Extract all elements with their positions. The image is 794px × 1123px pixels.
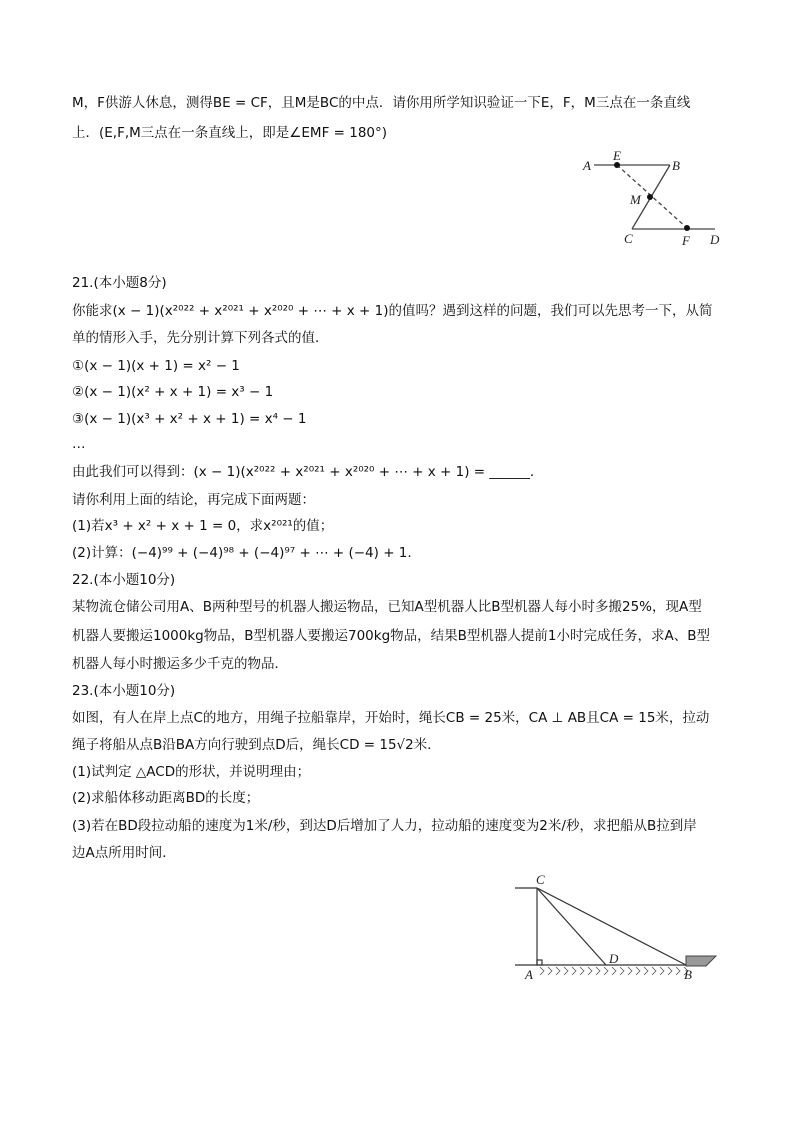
label-a: A xyxy=(583,158,591,173)
text-line: 你能求(x − 1)(x²⁰²² + x²⁰²¹ + x²⁰²⁰ + ⋯ + x + 1)的值吗？遇到这样的问题，我们可以先思考一下，从简 xyxy=(72,303,713,319)
text-line: 机器人要搬运1000kg物品，B型机器人要搬运700kg物品，结果B型机器人提前1小时完成任务，求A、B型 xyxy=(72,628,711,644)
label-a2: A xyxy=(525,967,533,982)
text-line: 上．(E,F,M三点在一条直线上，即是∠EMF = 180°) xyxy=(72,125,388,141)
label-d2: D xyxy=(609,951,619,966)
question-heading: 22.(本小题10分) xyxy=(72,572,176,588)
label-d: D xyxy=(710,232,720,247)
text-line: (1)试判定 △ACD的形状，并说明理由； xyxy=(72,764,311,780)
text-line: (2)求船体移动距离BD的长度； xyxy=(72,790,260,806)
text-line: 机器人每小时搬运多少千克的物品． xyxy=(72,656,288,672)
text-line: (2)计算：(−4)⁹⁹ + (−4)⁹⁸ + (−4)⁹⁷ + ⋯ + (−4) + 1. xyxy=(72,545,412,561)
label-e: E xyxy=(613,148,621,163)
text-line: (1)若x³ + x² + x + 1 = 0，求x²⁰²¹的值； xyxy=(72,518,334,534)
text-line: ②(x − 1)(x² + x + 1) = x³ − 1 xyxy=(72,384,274,400)
label-c2: C xyxy=(536,872,545,887)
question-heading: 23.(本小题10分) xyxy=(72,683,176,699)
text-line: … xyxy=(72,436,86,452)
text-line: 请你利用上面的结论，再完成下面两题： xyxy=(72,492,315,508)
point-m xyxy=(647,194,653,200)
label-b: B xyxy=(672,158,680,173)
text-line: 由此我们可以得到：(x − 1)(x²⁰²² + x²⁰²¹ + x²⁰²⁰ + ⋯ + x + 1) = ______． xyxy=(72,464,544,480)
text-line: (3)若在BD段拉动船的速度为1米/秒，到达D后增加了人力，拉动船的速度变为2米/秒，求把船从B拉到岸 xyxy=(72,818,697,834)
boat xyxy=(686,956,716,966)
text-line: ①(x − 1)(x + 1) = x² − 1 xyxy=(72,358,240,374)
text-line: 如图，有人在岸上点C的地方，用绳子拉船靠岸，开始时，绳长CB = 25米，CA ⊥ AB且CA = 15米，拉动 xyxy=(72,710,710,726)
text-line: M，F供游人休息，测得BE = CF，且M是BC的中点．请你用所学知识验证一下E，F，M三点在一条直线 xyxy=(72,95,691,111)
ground-hatching xyxy=(540,967,688,975)
point-f xyxy=(684,225,690,231)
text-line: 某物流仓储公司用A、B两种型号的机器人搬运物品，已知A型机器人比B型机器人每小时多搬25%，现A型 xyxy=(72,599,702,615)
text-line: 绳子将船从点B沿BA方向行驶到点D后，绳长CD = 15√2米． xyxy=(72,737,441,753)
text-line: 边A点所用时间． xyxy=(72,845,176,861)
question-heading: 21.(本小题8分) xyxy=(72,275,167,291)
text-line: ③(x − 1)(x³ + x² + x + 1) = x⁴ − 1 xyxy=(72,411,307,427)
label-b2: B xyxy=(684,967,692,982)
label-f: F xyxy=(682,233,690,248)
label-c: C xyxy=(624,231,633,246)
text-line: 单的情形入手，先分别计算下列各式的值． xyxy=(72,330,329,346)
label-m: M xyxy=(630,192,641,207)
